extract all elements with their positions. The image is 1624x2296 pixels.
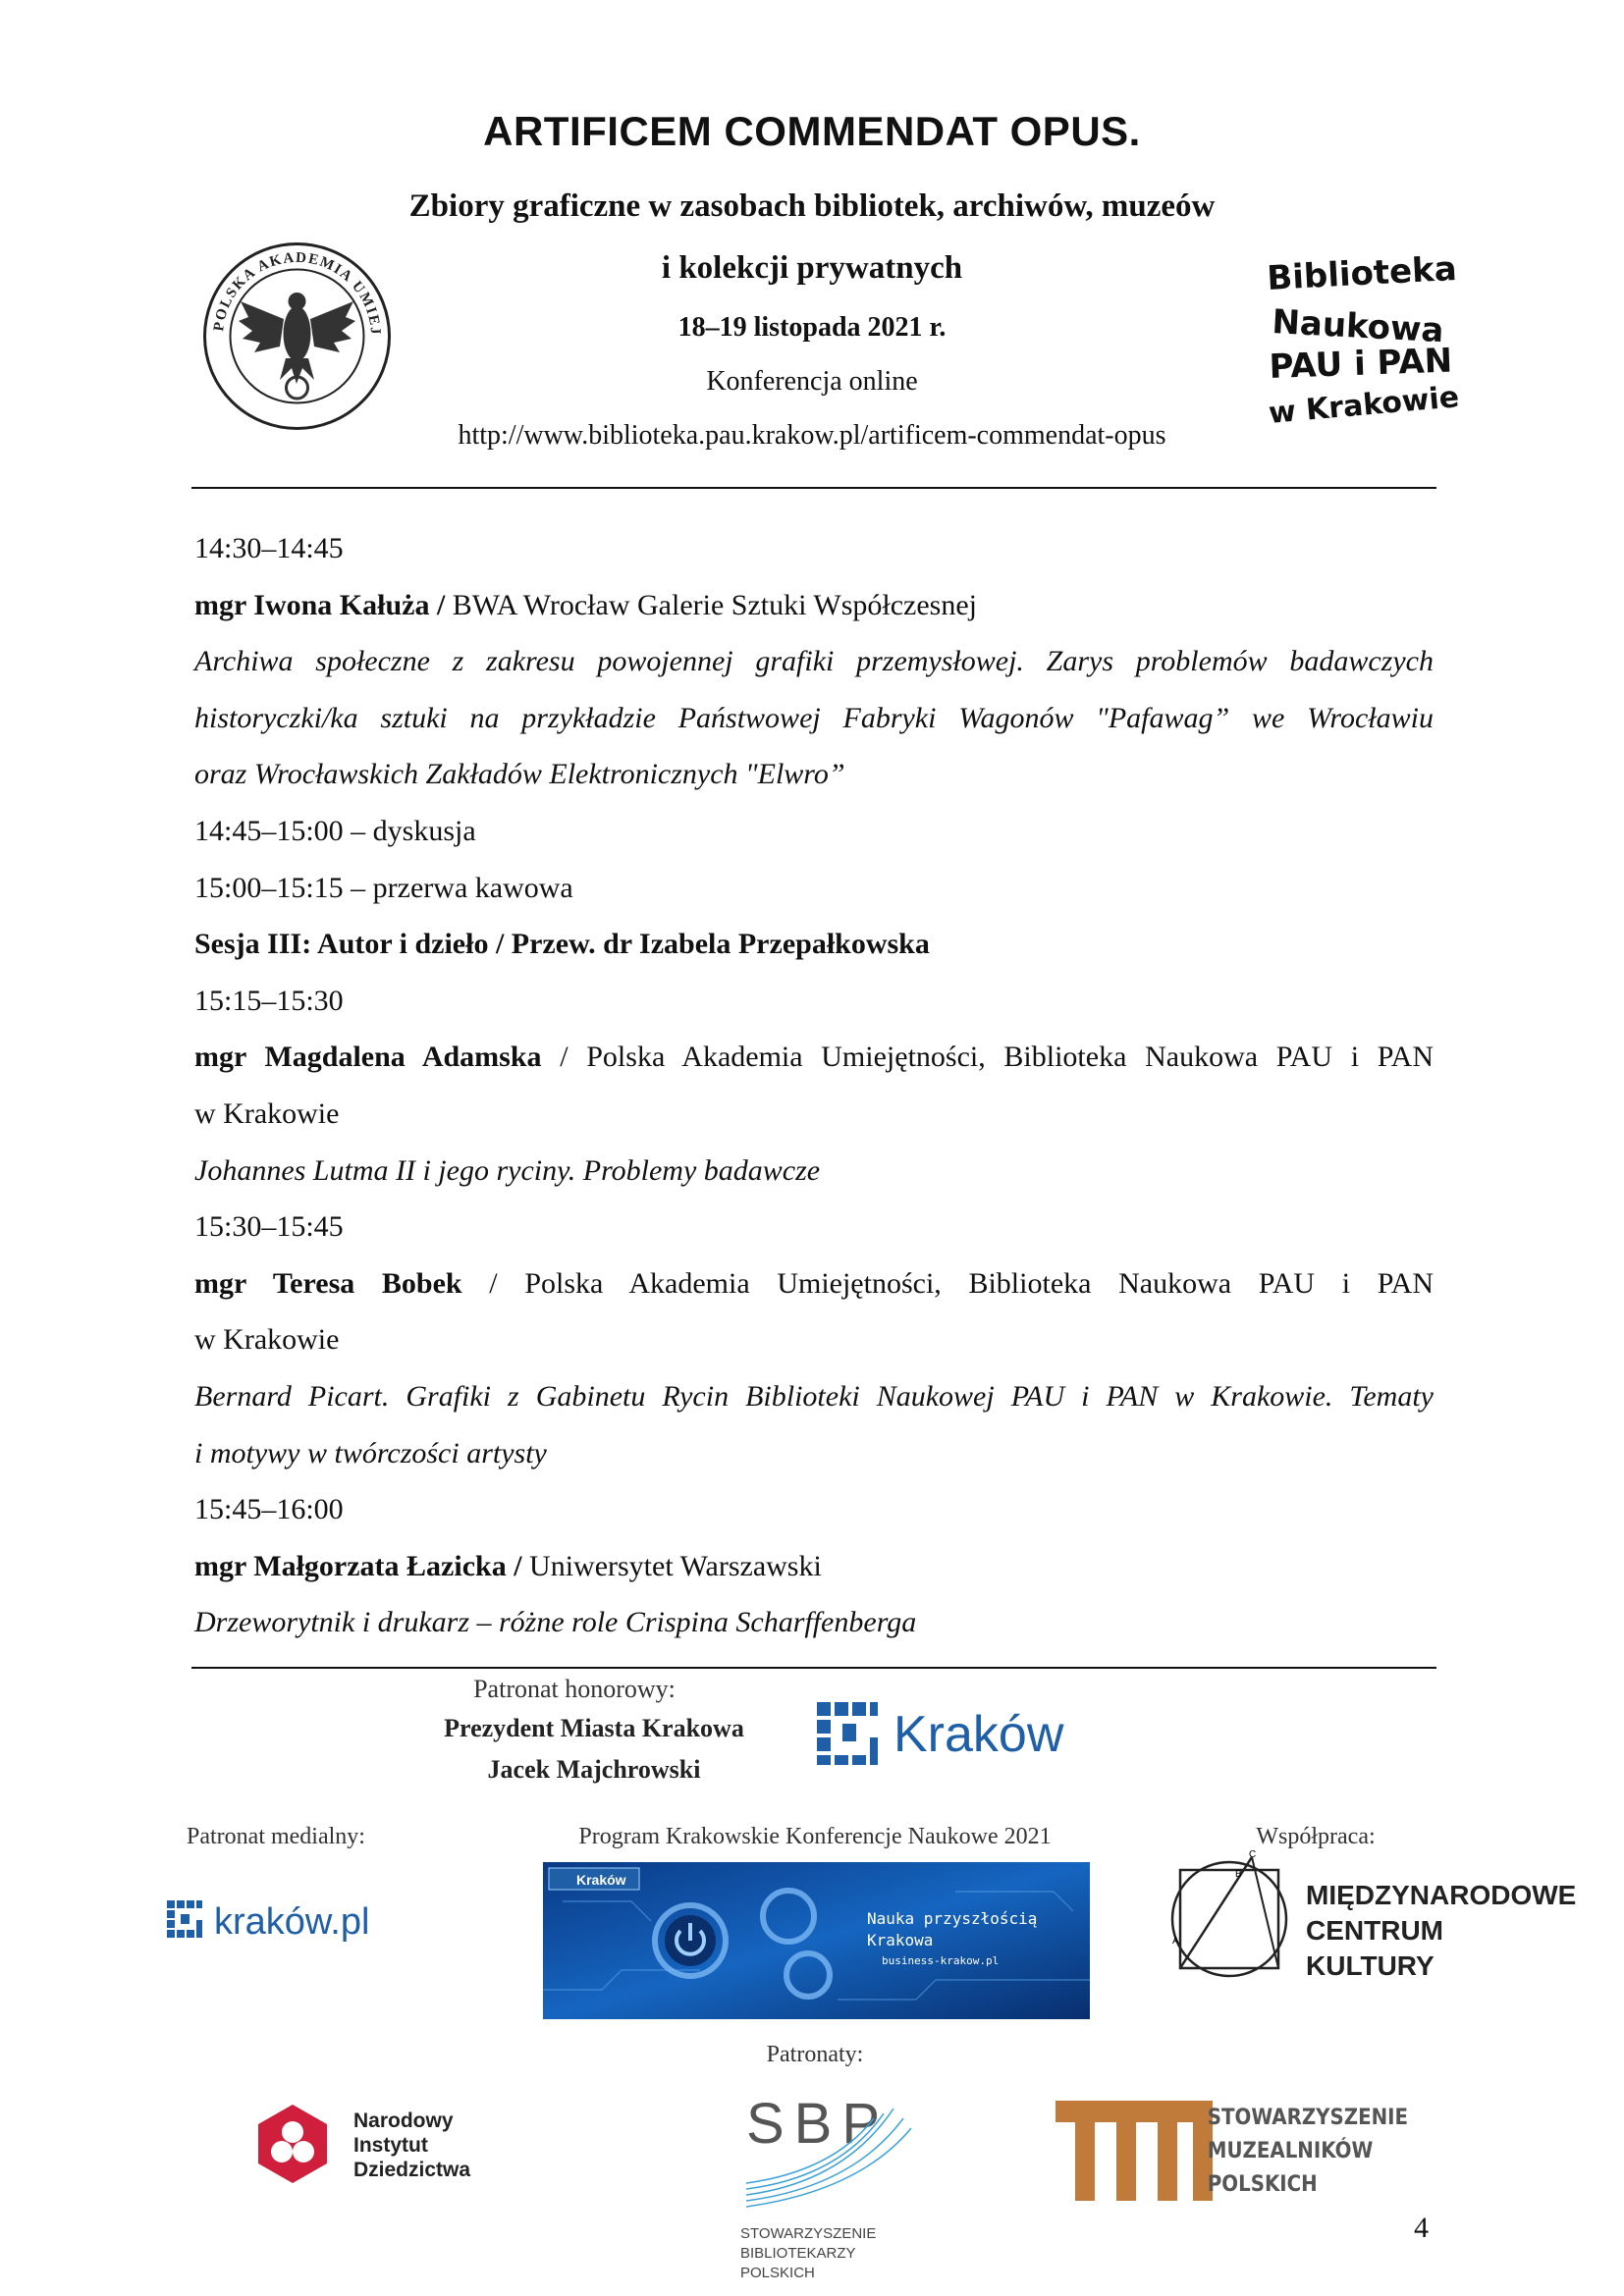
speaker-affiliation-cont: w Krakowie xyxy=(194,1096,340,1130)
subtitle-line-2: i kolekcji prywatnych xyxy=(661,250,963,286)
conference-mode: Konferencja online xyxy=(706,366,918,397)
sbp-line-3: POLSKICH xyxy=(740,2265,815,2281)
conference-url: http://www.biblioteka.pau.krakow.pl/artificem-commendat-opus xyxy=(458,420,1166,451)
speaker-name: mgr Iwona Kałuża / xyxy=(194,588,446,621)
smp-logo xyxy=(1056,2089,1409,2207)
svg-text:C: C xyxy=(1249,1849,1257,1860)
mck-line-3: KULTURY xyxy=(1306,1950,1435,1981)
nid-line-2: Instytut xyxy=(353,2134,428,2157)
smp-line-2: MUZEALNIKÓW xyxy=(1207,2138,1374,2163)
speaker-affiliation: Uniwersytet Warszawski xyxy=(521,1549,822,1582)
smp-line-3: POLSKICH xyxy=(1207,2171,1318,2197)
talk-title-line: Drzeworytnik i drukarz – różne role Crispina Scharffenberga xyxy=(194,1606,917,1639)
library-logo xyxy=(1262,248,1461,437)
sbp-line-1: STOWARZYSZENIE xyxy=(740,2225,877,2242)
sbp-logo xyxy=(736,2089,933,2285)
nid-logo xyxy=(250,2101,506,2189)
discussion-slot: 14:45–15:00 – dyskusja xyxy=(194,814,476,847)
library-logo-line-1: Biblioteka xyxy=(1266,248,1458,298)
mck-line-2: CENTRUM xyxy=(1306,1915,1443,1946)
krakow-pl-text: kraków.pl xyxy=(214,1901,370,1943)
banner-line-3: business-krakow.pl xyxy=(882,1954,1000,1967)
header-divider xyxy=(191,487,1436,489)
speaker-affiliation-cont: w Krakowie xyxy=(194,1323,340,1357)
honorary-patron-title: Prezydent Miasta Krakowa xyxy=(444,1714,744,1742)
library-logo-line-3: PAU i PAN xyxy=(1268,341,1453,387)
nid-line-1: Narodowy xyxy=(353,2109,454,2132)
media-patronage-label: Patronat medialny: xyxy=(187,1824,365,1849)
time-slot: 14:30–14:45 xyxy=(194,532,344,564)
krakow-city-logo xyxy=(815,1696,1110,1767)
subtitle-line-1: Zbiory graficzne w zasobach bibliotek, archiwów, muzeów xyxy=(408,188,1216,224)
mck-logo xyxy=(1168,1845,1581,1988)
speaker-affiliation: / Polska Akademia Umiejętności, Biblioteka Naukowa PAU i PAN xyxy=(461,1266,1434,1300)
library-logo-line-4: w Krakowie xyxy=(1267,380,1461,431)
coffee-break-slot: 15:00–15:15 – przerwa kawowa xyxy=(194,871,573,904)
speaker-name: mgr Małgorzata Łazicka / xyxy=(194,1549,522,1582)
talk-title-line: historyczki/ka sztuki na przykładzie Państwowej Fabryki Wagonów "Pafawag” we Wrocławiu xyxy=(194,701,1434,734)
krakow-pl-logo xyxy=(165,1895,410,1944)
talk-title-line: Johannes Lutma II i jego ryciny. Problemy badawcze xyxy=(194,1153,821,1187)
footer-divider xyxy=(191,1667,1436,1669)
banner-brand: Kraków xyxy=(576,1872,626,1888)
speaker-line xyxy=(194,1538,1434,1595)
honorary-patronage-label: Patronat honorowy: xyxy=(473,1675,676,1703)
speaker-name: mgr Magdalena Adamska xyxy=(194,1041,542,1074)
sbp-abbr: SBP xyxy=(746,2092,891,2156)
program-banner xyxy=(543,1862,1090,2019)
svg-text:B: B xyxy=(1235,1869,1242,1880)
speaker-affiliation: / Polska Akademia Umiejętności, Biblioteka Naukowa PAU i PAN xyxy=(541,1041,1434,1074)
document-title: ARTIFICEM COMMENDAT OPUS. xyxy=(483,108,1141,154)
speaker-line xyxy=(194,1255,1434,1312)
honorary-patron-name: Jacek Majchrowski xyxy=(487,1755,701,1784)
sbp-line-2: BIBLIOTEKARZY xyxy=(740,2245,856,2262)
library-logo-line-2: Naukowa xyxy=(1271,302,1445,351)
talk-title-line: Bernard Picart. Grafiki z Gabinetu Rycin Biblioteki Naukowej PAU i PAN w Krakowie. Tematy xyxy=(194,1379,1434,1413)
seal-text: POLSKA AKADEMIA UMIEJ xyxy=(211,249,384,337)
speaker-affiliation: BWA Wrocław Galerie Sztuki Współczesnej xyxy=(445,588,977,621)
pau-seal-logo xyxy=(201,240,393,432)
session-heading: Sesja III: Autor i dzieło / Przew. dr Izabela Przepałkowska xyxy=(194,928,930,961)
cooperation-label: Współpraca: xyxy=(1256,1824,1376,1849)
smp-line-1: STOWARZYSZENIE xyxy=(1207,2105,1409,2130)
time-slot: 15:15–15:30 xyxy=(194,984,344,1017)
krakow-logo-text: Kraków xyxy=(893,1706,1064,1763)
mck-line-1: MIĘDZYNARODOWE xyxy=(1306,1880,1577,1910)
nid-line-3: Dziedzictwa xyxy=(353,2159,471,2181)
page-number: 4 xyxy=(1414,2212,1429,2244)
program-label: Program Krakowskie Konferencje Naukowe 2021 xyxy=(578,1824,1052,1849)
banner-line-2: Krakowa xyxy=(867,1931,934,1949)
time-slot: 15:45–16:00 xyxy=(194,1493,344,1526)
time-slot: 15:30–15:45 xyxy=(194,1210,344,1244)
speaker-name: mgr Teresa Bobek xyxy=(194,1266,462,1300)
schedule xyxy=(194,520,1434,1651)
talk-title-line: i motywy w twórczości artysty xyxy=(194,1436,547,1469)
banner-line-1: Nauka przyszłością xyxy=(867,1909,1038,1928)
patronage-label: Patronaty: xyxy=(766,2042,864,2067)
speaker-line xyxy=(194,577,1434,634)
speaker-line xyxy=(194,1029,1434,1086)
svg-text:A: A xyxy=(1172,1936,1179,1947)
talk-title-line: oraz Wrocławskich Zakładów Elektronicznych "Elwro” xyxy=(194,758,845,791)
conference-date: 18–19 listopada 2021 r. xyxy=(677,312,947,343)
talk-title-line: Archiwa społeczne z zakresu powojennej grafiki przemysłowej. Zarys problemów badawczych xyxy=(194,645,1434,678)
